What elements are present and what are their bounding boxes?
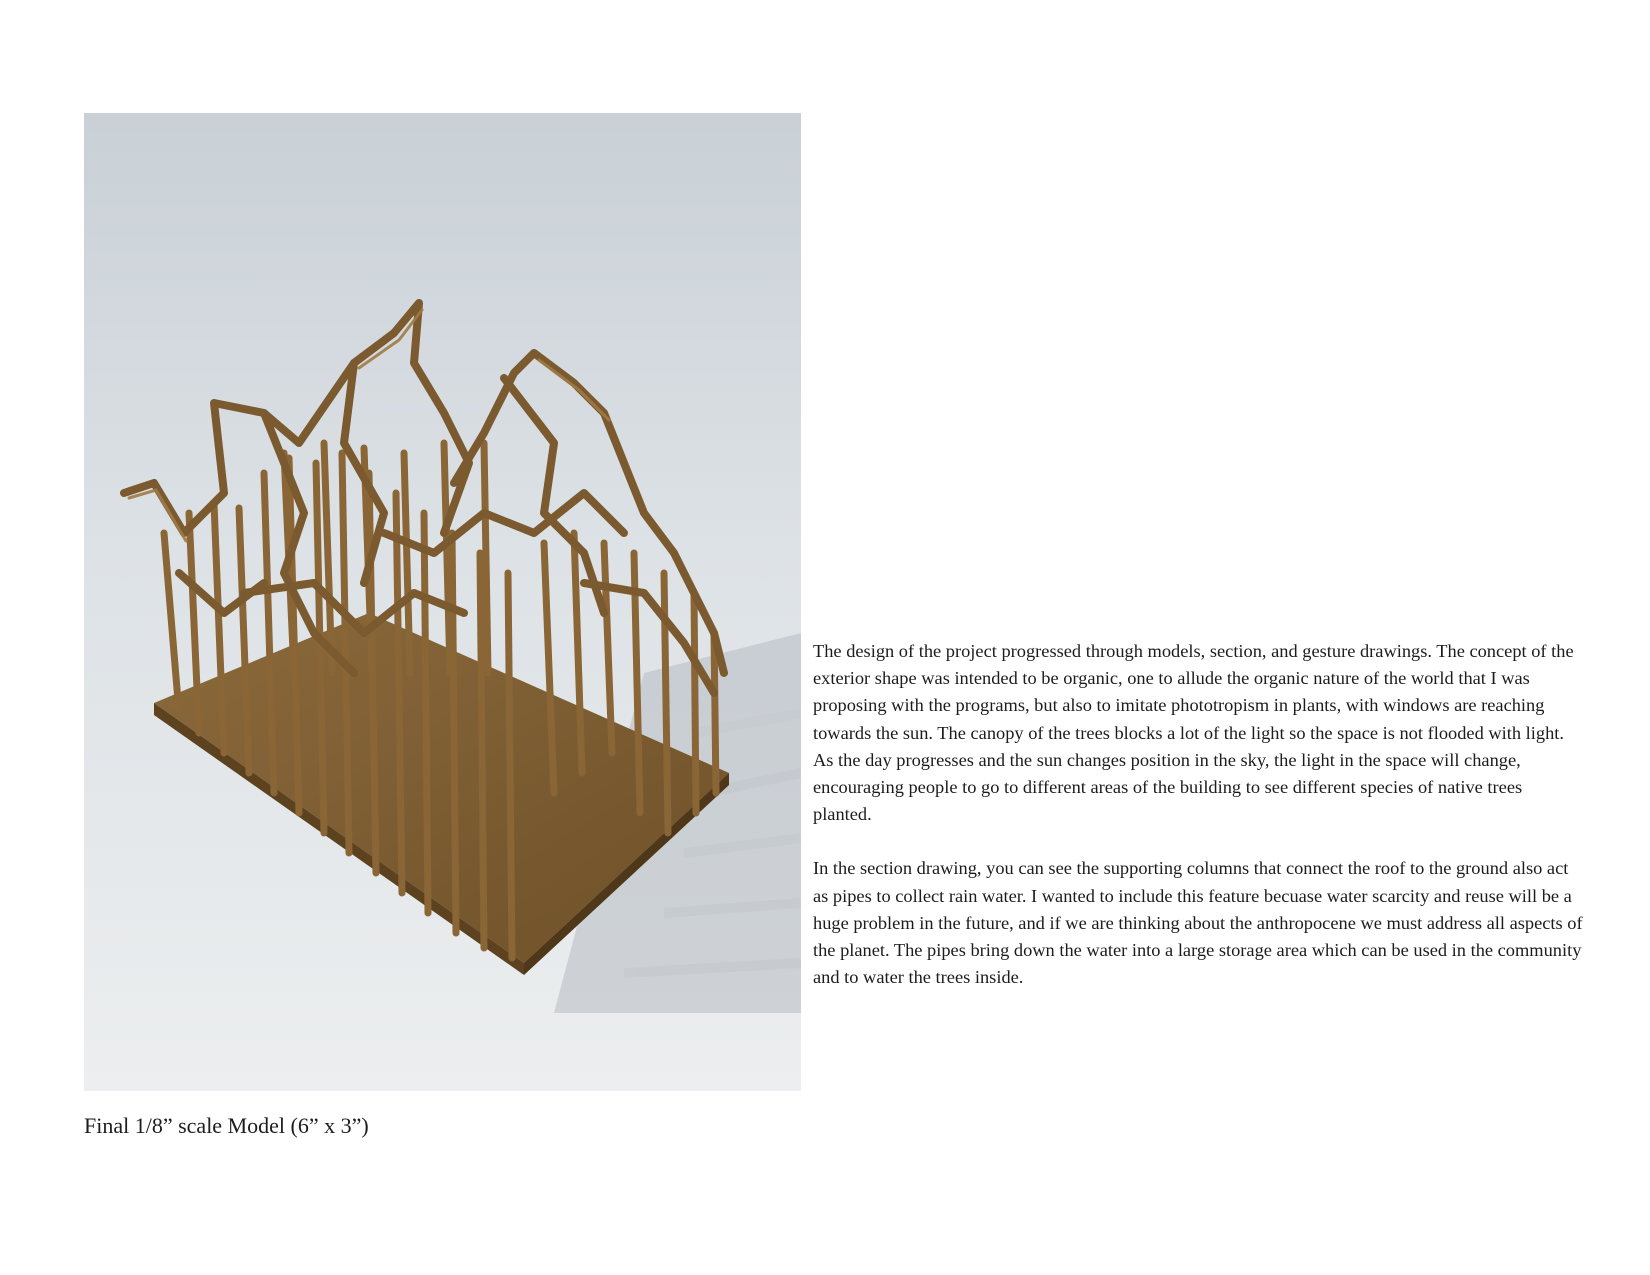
model-photo	[84, 113, 801, 1091]
photo-caption: Final 1/8” scale Model (6” x 3”)	[84, 1113, 369, 1138]
paragraph-design-progress: The design of the project progressed through models, section, and gesture drawings. The concept of the exterior shape was intended to be organic, one to allude the organic nature of the world that I was proposing with the programs, but also to imitate phototropism in plants, with windows are reaching towards the sun. The canopy of the trees blocks a lot of the light so the space is not flooded with light. As the day progresses and the sun changes position in the sky, the light in the space will change, encouraging people to go to different areas of the building to see different species of native trees planted.	[813, 641, 1574, 825]
paragraph-section-drawing: In the section drawing, you can see the supporting columns that connect the roof to the ground also act as pipes to collect rain water. I wanted to include this feature becuase water scarcity and reuse will be a huge problem in the future, and if we are thinking about the anthropocene we must address all aspects of the planet. The pipes bring down the water into a large storage area which can be used in the community and to water the trees inside.	[813, 858, 1583, 988]
body-text	[813, 638, 1583, 1018]
model-photo-illustration	[84, 113, 801, 1091]
